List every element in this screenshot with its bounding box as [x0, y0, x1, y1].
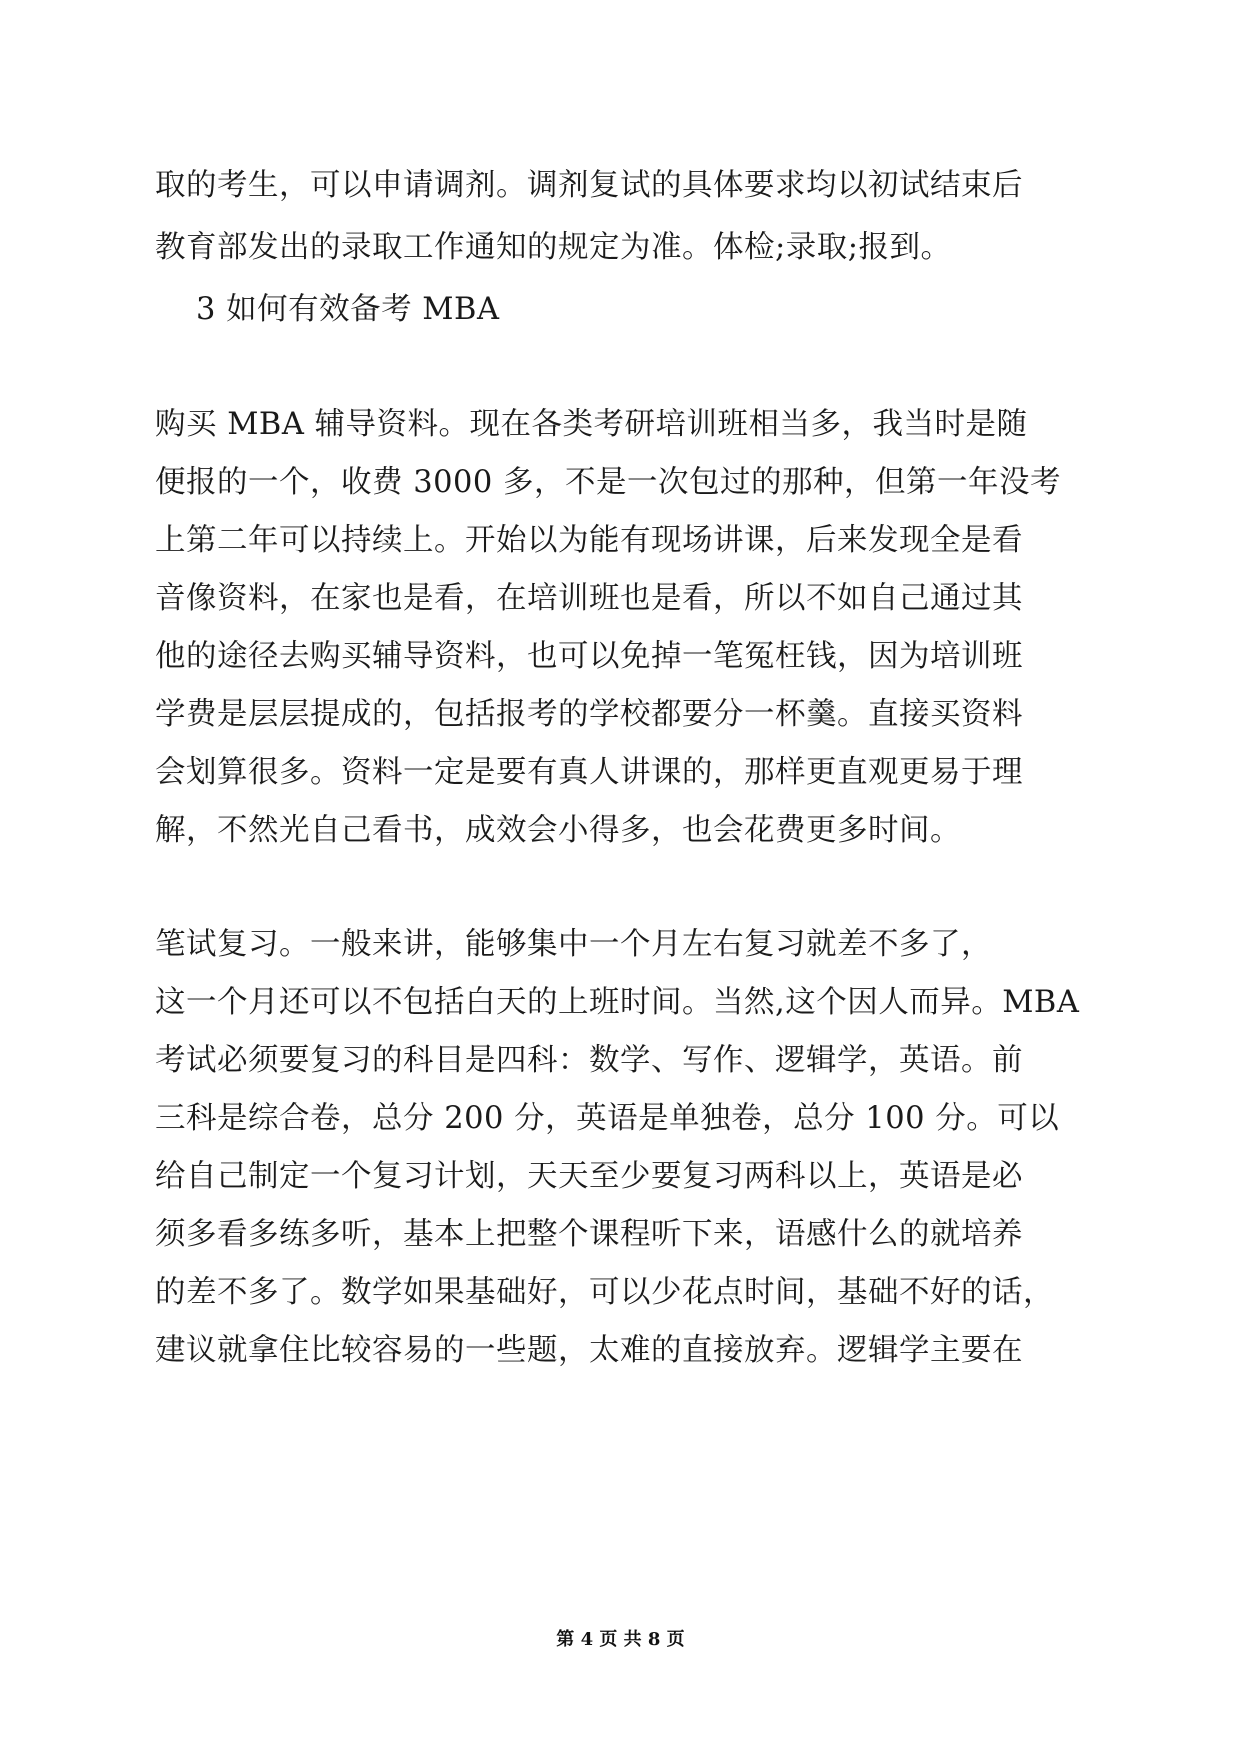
section-heading: 3 如何有效备考 MBA	[196, 292, 500, 327]
paragraph-line: 笔试复习。一般来讲，能够集中一个月左右复习就差不多了，	[155, 927, 992, 962]
paragraph-line: 学费是层层提成的，包括报考的学校都要分一杯羹。直接买资料	[155, 697, 1023, 732]
paragraph-line: 考试必须要复习的科目是四科：数学、写作、逻辑学，英语。前	[155, 1043, 1023, 1078]
paragraph-line: 给自己制定一个复习计划，天天至少要复习两科以上，英语是必	[155, 1159, 1023, 1194]
paragraph-line: 会划算很多。资料一定是要有真人讲课的，那样更直观更易于理	[155, 755, 1023, 790]
paragraph-line: 这一个月还可以不包括白天的上班时间。当然,这个因人而异。MBA	[155, 985, 1080, 1020]
paragraph-line: 须多看多练多听，基本上把整个课程听下来，语感什么的就培养	[155, 1217, 1023, 1252]
paragraph-line: 购买 MBA 辅导资料。现在各类考研培训班相当多，我当时是随	[155, 407, 1028, 442]
paragraph-line: 三科是综合卷，总分 200 分，英语是单独卷，总分 100 分。可以	[155, 1101, 1060, 1136]
paragraph-line: 上第二年可以持续上。开始以为能有现场讲课，后来发现全是看	[155, 523, 1023, 558]
paragraph-line: 音像资料，在家也是看，在培训班也是看，所以不如自己通过其	[155, 581, 1023, 616]
page-footer: 第 4 页 共 8 页	[556, 1629, 685, 1650]
paragraph-line: 便报的一个，收费 3000 多，不是一次包过的那种，但第一年没考	[155, 465, 1062, 500]
paragraph-line: 取的考生，可以申请调剂。调剂复试的具体要求均以初试结束后	[155, 168, 1023, 203]
paragraph-line: 教育部发出的录取工作通知的规定为准。体检;录取;报到。	[155, 230, 952, 265]
paragraph-line: 建议就拿住比较容易的一些题，太难的直接放弃。逻辑学主要在	[155, 1333, 1023, 1368]
paragraph-line: 的差不多了。数学如果基础好，可以少花点时间，基础不好的话，	[155, 1275, 1054, 1310]
paragraph-line: 他的途径去购买辅导资料，也可以免掉一笔冤枉钱，因为培训班	[155, 639, 1023, 674]
paragraph-line: 解，不然光自己看书，成效会小得多，也会花费更多时间。	[155, 813, 961, 848]
